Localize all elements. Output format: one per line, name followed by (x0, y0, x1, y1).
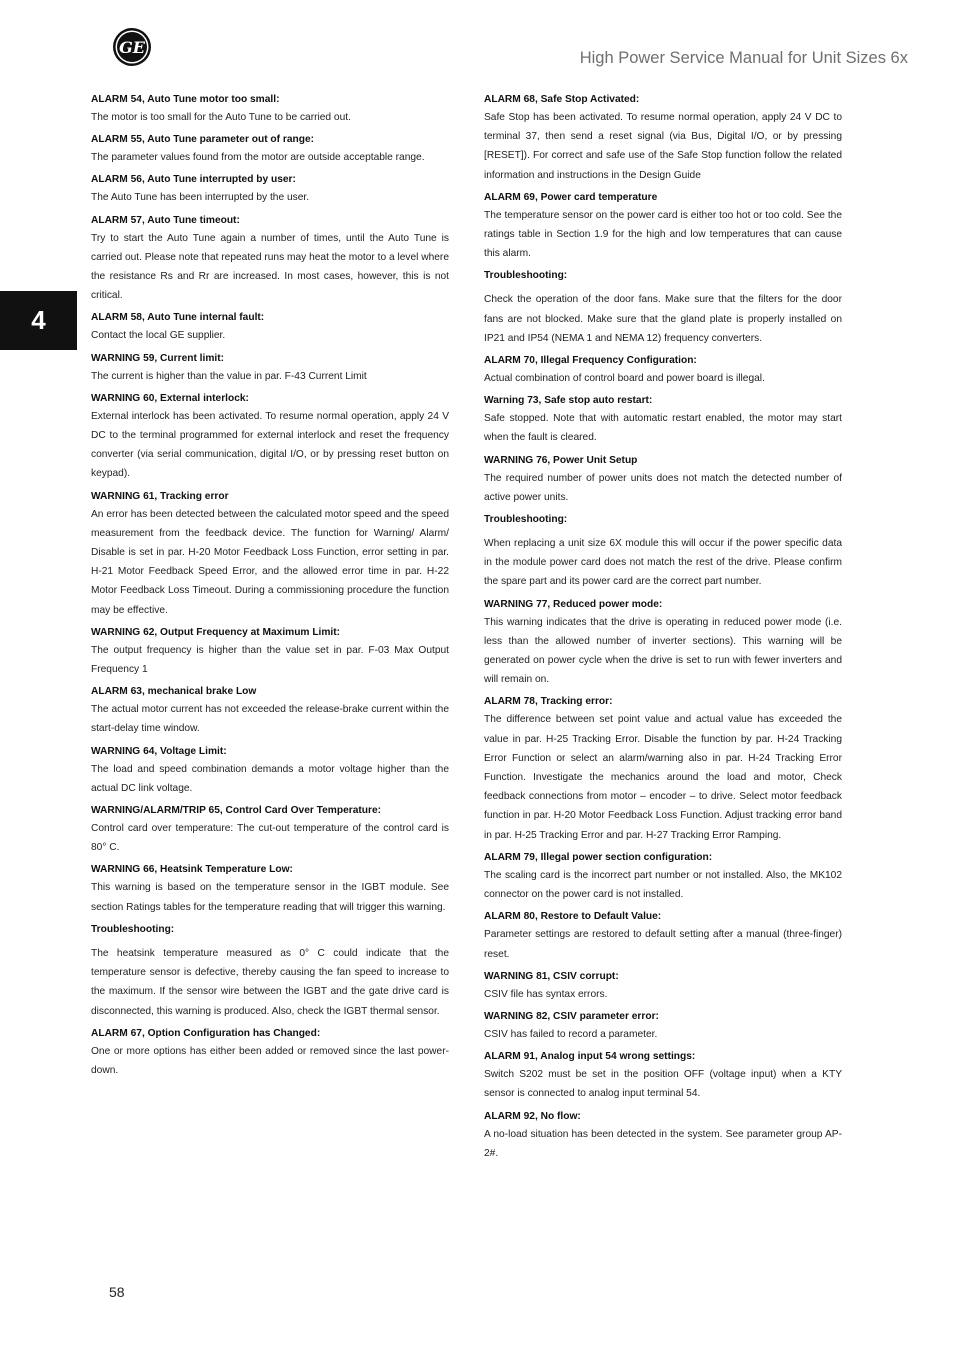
entry-paragraph: Actual combination of control board and power board is illegal. (484, 373, 765, 385)
entry-body (484, 1025, 842, 1044)
entry-title: ALARM 67, Option Configuration has Changed: (91, 1027, 321, 1039)
entry-paragraph: The Auto Tune has been interrupted by the user. (91, 192, 310, 204)
alarm-entry (484, 694, 842, 844)
entry-body (91, 1042, 449, 1080)
entry-title: WARNING 81, CSIV corrupt: (484, 970, 619, 982)
entry-body (91, 878, 449, 916)
alarm-entry (91, 922, 449, 1021)
entry-body (484, 925, 842, 963)
alarm-entry (484, 597, 842, 690)
entry-body (484, 534, 842, 592)
entry-paragraph: When replacing a unit size 6X module this will occur if the power specific data in the module power card does not match the rest of the drive. Please confirm the spare part and its power card are the correct part number. (484, 538, 842, 588)
alarm-entry (484, 1009, 842, 1044)
entry-body (484, 985, 842, 1004)
entry-title: WARNING 61, Tracking error (91, 490, 229, 502)
entry-paragraph: This warning indicates that the drive is operating in reduced power mode (i.e. less than the allowed number of inverter sections). This warning will be generated on power cycle when the drive is set to run with fewer inverters and will remain on. (484, 616, 842, 686)
entry-paragraph: CSIV has failed to record a parameter. (484, 1028, 658, 1040)
entry-paragraph: The required number of power units does not match the detected number of active power units. (484, 472, 842, 503)
entry-paragraph: The current is higher than the value in par. F-43 Current Limit (91, 370, 367, 382)
entry-title: Troubleshooting: (484, 270, 568, 282)
entry-paragraph: The output frequency is higher than the value set in par. F-03 Max Output Frequency 1 (91, 644, 449, 676)
entry-title: WARNING 66, Heatsink Temperature Low: (91, 864, 293, 876)
entry-paragraph: The motor is too small for the Auto Tune to be carried out. (91, 112, 351, 123)
logo-text: GE (119, 38, 145, 57)
alarm-entry (484, 1049, 842, 1103)
entry-paragraph: External interlock has been activated. To resume normal operation, apply 24 V DC to the terminal programmed for external interlock and reset the frequency converter (via serial communication, digital I/O, or by pressing reset button on keypad). (91, 410, 449, 480)
entry-title: ALARM 58, Auto Tune internal fault: (91, 312, 265, 324)
entry-body (91, 505, 449, 620)
entry-title: ALARM 54, Auto Tune motor too small: (91, 94, 280, 105)
ge-logo (112, 27, 152, 67)
entry-paragraph: One or more options has either been added or removed since the last power-down. (91, 1045, 449, 1076)
entry-paragraph: An error has been detected between the calculated motor speed and the speed measurement from the feedback device. The function for Warning/ Alarm/ Disable is set in par. H-20 Motor Feedback Loss Function, error setting in par. H-21 Motor Feedback Speed Error, and the allowed error time in par. H-22 Motor Feedback Loss Timeout. During a commissioning procedure the function may be effective. (91, 508, 449, 616)
entry-title: ALARM 55, Auto Tune parameter out of range: (91, 134, 315, 146)
entry-body (91, 819, 449, 857)
entry-paragraph: The parameter values found from the motor are outside acceptable range. (91, 152, 425, 164)
entry-body (91, 641, 449, 679)
entry-body (484, 108, 842, 185)
entry-title: ALARM 80, Restore to Default Value: (484, 911, 662, 923)
entry-paragraph: A no-load situation has been detected in the system. See parameter group AP-2#. (484, 1128, 842, 1159)
entry-title: WARNING 64, Voltage Limit: (91, 745, 227, 757)
entry-paragraph: The difference between set point value and actual value has exceeded the value in par. H-25 Tracking Error. Disable the function by par. H-24 Tracking Error Function or select an alarm/warning also in par. H-24 Tracking Error Function. Investigate the mechanics around the load and motor, Check feedback connections from motor – encoder – to drive. Select motor feedback function in par. H-20 Motor Feedback Loss Function. Adjust tracking error band in par. H-25 Tracking Error and par. H-27 Tracking Error Ramping. (484, 714, 842, 841)
alarm-entry (484, 512, 842, 592)
alarm-entry (91, 744, 449, 798)
entry-title: WARNING/ALARM/TRIP 65, Control Card Over Temperature: (91, 805, 382, 817)
page-number: 58 (109, 1284, 125, 1300)
entry-paragraph: Safe stopped. Note that with automatic restart enabled, the motor may start when the fault is cleared. (484, 413, 842, 444)
alarm-entry (484, 1109, 842, 1163)
alarm-entry (91, 310, 449, 345)
entry-body (91, 188, 449, 207)
entry-title: WARNING 77, Reduced power mode: (484, 598, 663, 610)
entry-title: Troubleshooting: (484, 514, 568, 526)
entry-title: WARNING 76, Power Unit Setup (484, 454, 638, 466)
entry-title: ALARM 79, Illegal power section configuration: (484, 851, 713, 863)
entry-paragraph: The temperature sensor on the power card is either too hot or too cold. See the ratings table in Section 1.9 for the high and low temperatures that can cause this alarm. (484, 209, 842, 260)
entry-title: ALARM 70, Illegal Frequency Configuration: (484, 355, 697, 367)
alarm-entry (91, 862, 449, 916)
alarm-entry (91, 489, 449, 620)
entry-paragraph: Contact the local GE supplier. (91, 330, 226, 342)
alarm-entry (91, 351, 449, 386)
entry-body (91, 760, 449, 798)
entry-title: ALARM 69, Power card temperature (484, 191, 658, 203)
entry-body (484, 369, 842, 388)
entry-paragraph: Safe Stop has been activated. To resume normal operation, apply 24 V DC to terminal 37, then send a reset signal (via Bus, Digital I/O, or by pressing [RESET]). For correct and safe use of the Safe Stop function follow the related information and instructions in the Design Guide (484, 112, 842, 181)
right-column (484, 92, 842, 1168)
alarm-entry (91, 625, 449, 679)
entry-paragraph: The heatsink temperature measured as 0° C could indicate that the temperature sensor is defective, thereby causing the fan speed to increase to the maximum. If the sensor wire between the IGBT and the gate drive card is disconnected, this warning is produced. Also, check the IGBT thermal sensor. (91, 947, 449, 1017)
entry-body (91, 367, 449, 386)
alarm-entry (484, 353, 842, 388)
entry-body (91, 108, 449, 127)
entry-body (91, 700, 449, 738)
entry-paragraph: This warning is based on the temperature sensor in the IGBT module. See section Ratings tables for the temperature reading that will trigger this warning. (91, 882, 449, 913)
entry-body (484, 1065, 842, 1103)
alarm-entry (91, 391, 449, 484)
entry-title: ALARM 63, mechanical brake Low (91, 686, 257, 698)
entry-body (91, 326, 449, 345)
alarm-entry (484, 850, 842, 904)
alarm-entry (484, 969, 842, 1004)
entry-body (484, 206, 842, 264)
page-header-title: High Power Service Manual for Unit Sizes 6x (579, 49, 908, 67)
alarm-entry (91, 213, 449, 306)
entry-title: ALARM 92, No flow: (484, 1110, 581, 1122)
entry-paragraph: Control card over temperature: The cut-out temperature of the control card is 80° C. (91, 823, 449, 854)
alarm-entry (91, 172, 449, 207)
entry-body (484, 613, 842, 690)
entry-paragraph: The load and speed combination demands a motor voltage higher than the actual DC link voltage. (91, 763, 449, 794)
entry-body (91, 148, 449, 167)
entry-paragraph: Switch S202 must be set in the position OFF (voltage input) when a KTY sensor is connected to analog input terminal 54. (484, 1069, 842, 1100)
alarm-entry (91, 684, 449, 738)
entry-paragraph: Check the operation of the door fans. Make sure that the filters for the door fans are not blocked. Make sure that the gland plate is properly installed on IP21 and IP54 (NEMA 1 and NEMA 12) frequency converters. (484, 294, 842, 344)
entry-body (91, 407, 449, 484)
entry-body (484, 1125, 842, 1163)
alarm-entry (484, 268, 842, 348)
entry-title: WARNING 62, Output Frequency at Maximum Limit: (91, 626, 341, 638)
entry-paragraph: CSIV file has syntax errors. (484, 988, 608, 1000)
entry-body (484, 710, 842, 844)
left-column (91, 92, 449, 1085)
entry-title: ALARM 78, Tracking error: (484, 696, 613, 708)
entry-paragraph: Parameter settings are restored to default setting after a manual (three-finger) reset. (484, 929, 842, 960)
entry-body (91, 944, 449, 1021)
entry-title: ALARM 91, Analog input 54 wrong settings: (484, 1051, 696, 1063)
entry-title: WARNING 82, CSIV parameter error: (484, 1010, 659, 1022)
entry-body (484, 290, 842, 348)
alarm-entry (484, 909, 842, 963)
alarm-entry (91, 1026, 449, 1080)
alarm-entry (484, 190, 842, 264)
entry-title: Troubleshooting: (91, 923, 175, 935)
entry-paragraph: Try to start the Auto Tune again a number of times, until the Auto Tune is carried out. Please note that repeated runs may heat the motor to a level where the resistance Rs and Rr are increased. In most cases, however, this is not critical. (91, 232, 449, 302)
entry-paragraph: The scaling card is the incorrect part number or not installed. Also, the MK102 connector on the power card is not installed. (484, 869, 842, 901)
entry-title: ALARM 57, Auto Tune timeout: (91, 214, 240, 226)
entry-title: WARNING 59, Current limit: (91, 352, 225, 364)
entry-body (484, 409, 842, 447)
alarm-entry (91, 803, 449, 857)
alarm-entry (91, 132, 449, 167)
alarm-entry (484, 92, 842, 185)
entry-title: Warning 73, Safe stop auto restart: (484, 395, 653, 407)
entry-title: ALARM 68, Safe Stop Activated: (484, 94, 640, 105)
entry-body (484, 469, 842, 507)
entry-body (484, 866, 842, 904)
entry-paragraph: The actual motor current has not exceeded the release-brake current within the start-delay time window. (91, 704, 449, 735)
entry-title: WARNING 60, External interlock: (91, 392, 249, 404)
alarm-entry (91, 92, 449, 127)
entry-title: ALARM 56, Auto Tune interrupted by user: (91, 174, 296, 186)
alarm-entry (484, 453, 842, 507)
chapter-tab: 4 (0, 291, 77, 350)
alarm-entry (484, 393, 842, 447)
entry-body (91, 229, 449, 306)
